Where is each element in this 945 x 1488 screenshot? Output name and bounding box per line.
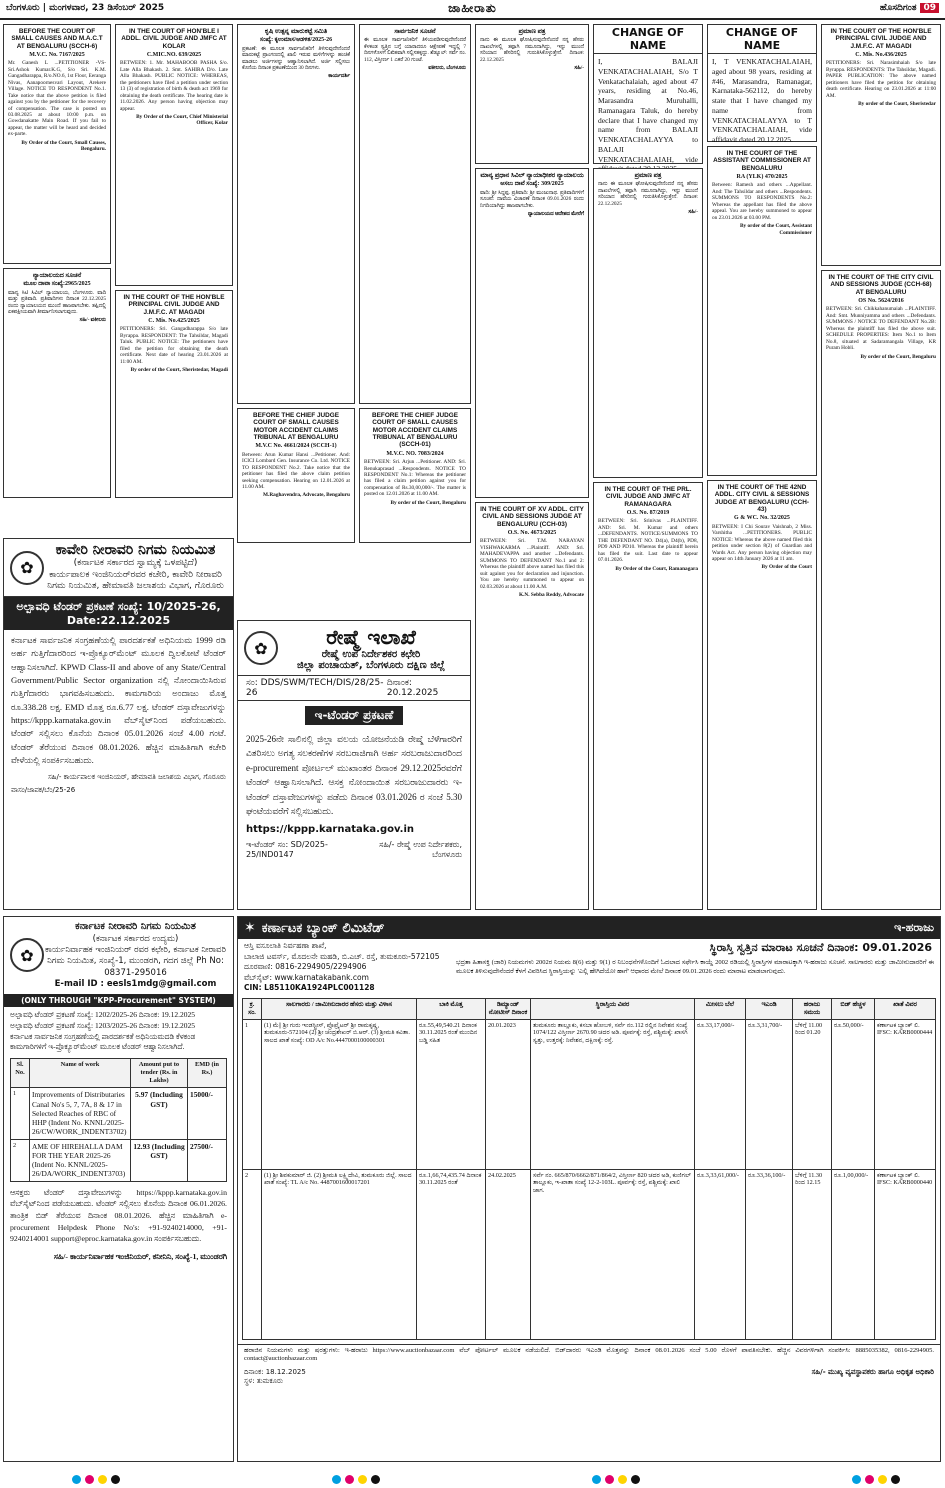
cyan-dot <box>852 1475 861 1484</box>
cell: 2 <box>11 1139 30 1181</box>
cell: 2 <box>243 1169 262 1339</box>
cell: ರೂ.1,00,000/- <box>832 1169 875 1339</box>
city-civil-court-notice <box>821 270 941 910</box>
notice-signature: By order of the Court, Bengaluru <box>860 353 936 360</box>
col-header: Sl. No. <box>11 1059 30 1088</box>
notice-case-no: OS No. 5624/2016 <box>858 298 904 305</box>
notice-body: BETWEEN: Sri. Arjun ...Petitioner. AND: Sri. Renukaprasad ...Respondents. NOTICE TO RESPONDENT No.1: Whereas the petitioner has filed a claim petition against you for compensation of Rs.30,00,000/-. The matter is posted on 12.01.2026 at 11.00 AM. <box>364 459 466 498</box>
notice-case-no: RA (YLK) 470/2025 <box>736 174 788 181</box>
tender-intro: ಕರ್ನಾಟಕ ಸಾರ್ವಜನಿಕ ಸಂಗ್ರಹಣೆಯಲ್ಲಿ ಪಾರದರ್ಶಕತೆ ಅಧಿನಿಯಮದಡಿ ಕೆಳಕಂಡ ಕಾಮಗಾರಿಗಳಿಗೆ ಇ-ಪ್ರೊಕ್ಯೂರ್‌ಮೆಂಟ್ ಮೂಲಕ ಟೆಂಡರ್ ಆಹ್ವಾನಿಸಲಾಗಿದೆ. <box>10 1031 196 1052</box>
notice-body: Between: Ramesh and others ...Appellant. And: The Tahsildar and others ...Respondents. SUMMONS TO RESPONDENTS No.2: Whereas the appellant has filed the above appeal. You are hereby summoned to appear on 23.01.2026 at 03.00 PM. <box>712 182 812 221</box>
notice-place: ಸ್ಥಳ: ತುಮಕೂರು <box>244 1377 283 1386</box>
notice-title: CHANGE OF NAME <box>594 25 702 54</box>
ad-titles <box>44 920 227 991</box>
cell: ರೂ.3,33,61,000/- <box>695 1169 746 1339</box>
notice-body: BETWEEN: Sri. Chikkahanumaiah ...PLAINTIFF. And: Smt. Munniyamma and others ...Defendants. SUMMONS / NOTICE TO DEFENDANT No.2B: Whereas the plaintiff has filed the above suit. SCHEDULE PROPERTIES: Item No.1 to Item No.8, situated at Sadaramangala Village, KR Puram Hobli. <box>826 306 936 352</box>
notice-body: ನಾನು ಈ ಮೂಲಕ ಘೋಷಿಸುವುದೇನೆಂದರೆ ನನ್ನ ಹೆಸರು ದಾಖಲೆಗಳಲ್ಲಿ ತಪ್ಪಾಗಿ ನಮೂದಾಗಿದ್ದು, ಇನ್ನು ಮುಂದೆ ಸರಿಯಾದ ಹೆಸರಿನಲ್ಲಿ ಗುರುತಿಸಿಕೊಳ್ಳುತ್ತೇನೆ. ದಿನಾಂಕ: 22.12.2025 <box>480 37 584 63</box>
tender-line-1: ಅಲ್ಪಾವಧಿ ಟೆಂಡರ್ ಪ್ರಕಟಣೆ ಸಂಖ್ಯೆ: 1202/2025-26 ದಿನಾಂಕ: 19.12.2025 <box>10 1009 195 1019</box>
notice-title: ಪ್ರಮಾಣ ಪತ್ರ <box>634 172 662 179</box>
yellow-dot <box>358 1475 367 1484</box>
ad-title: ಕಾವೇರಿ ನೀರಾವರಿ ನಿಗಮ ನಿಯಮಿತ <box>55 542 216 558</box>
court-notice-a2 <box>3 268 111 498</box>
yellow-dot <box>98 1475 107 1484</box>
ad-email: E-mail ID : eesls1mdg@gmail.com <box>54 979 217 990</box>
notice-signature: By order of the Court, Bengaluru <box>390 499 466 506</box>
notice-case-no: O.S. No. 87/2019 <box>626 510 670 517</box>
tender-url: https://kppp.karnataka.gov.in <box>246 824 415 836</box>
notice-body: Mr. Ganesh L ...PETITIONER -VS- Sri.Ashok Kumar.K.G, S/o Sri. K.M. Gangadharappa, R/o.NO.6, 1st Floor, Eeranga Nivas, Aanapoornesvari Layout, Arekere Village. NOTICE TO RESPONDENT No.1. Take notice that the above petition is filed against you by the petitioner for the recovery of compensation. The case is posted on 03.08.2025 at about 10:00 p.m. on Gowdanakatte Main Road. If you fail to appear, the matter will be heard and decided ex-parte. <box>8 60 106 138</box>
col-header: Name of work <box>30 1059 131 1088</box>
bank-subheader <box>238 939 940 996</box>
col-header: ಬಿಡ್ ಹೆಚ್ಚಳ <box>832 998 875 1019</box>
sale-intro: ಭದ್ರತಾ ಹಿತಾಸಕ್ತಿ (ಜಾರಿ) ನಿಯಮಗಳು 2002ರ ನಿಯಮ 8(6) ಮತ್ತು 9(1) ರ ನಿಬಂಧನೆಗಳೊಂದಿಗೆ ಓದಲಾದ ಸರ್ಫೇಸಿ ಕಾಯ್ದೆ 2002 ರಡಿಯಲ್ಲಿ ಸ್ಥಿರಾಸ್ತಿಗಳ ಮಾರಾಟಕ್ಕಾಗಿ ಇ-ಹರಾಜು ಸೂಚನೆ. ಸಾಲಗಾರರು ಮತ್ತು ಜಾಮೀನುದಾರರಿಗೆ ಈ ಮೂಲಕ ತಿಳಿಸುವುದೇನೆಂದರೆ ಕೆಳಗೆ ವಿವರಿಸಿದ ಸ್ಥಿರಾಸ್ತಿಯನ್ನು 'ಎಲ್ಲಿ ಹೇಗಿದೆಯೋ ಹಾಗೆ' ಆಧಾರದ ಮೇಲೆ ದಿನಾಂಕ 09.01.2026 ರಂದು ಮಾರಾಟ ಮಾಡಲಾಗುವುದು. <box>456 959 934 975</box>
bank-footer <box>238 1366 940 1388</box>
procurement-strip: (ONLY THROUGH "KPP-Procurement" SYSTEM) <box>4 994 233 1007</box>
govt-emblem-icon: ✿ <box>10 938 44 972</box>
ad-ref-row <box>238 675 470 701</box>
notice-case-no: M.V.C No. 4661/2024 (SCCH-1) <box>255 443 337 450</box>
notice-title: IN THE COURT OF HON'BLE I ADDL. CIVIL JUDGE AND JMFC AT KOLAR <box>121 28 227 50</box>
cell: 15000/- <box>188 1088 227 1139</box>
court-notice-b1 <box>115 24 233 286</box>
table-row <box>243 1169 936 1339</box>
cyan-dot <box>592 1475 601 1484</box>
notice-title: IN THE COURT OF THE CITY CIVIL AND SESSIONS JUDGE (CCH-68) AT BENGALURU <box>828 274 934 296</box>
guardian-wards-notice <box>707 480 817 910</box>
affidavit-notice <box>475 24 589 164</box>
civil-court-notice-e3 <box>475 502 589 910</box>
public-notice-f2 <box>593 168 703 478</box>
cell: ಕರ್ಣಾಟಕ ಬ್ಯಾಂಕ್ ಲಿ. IFSC: KARB0000440 <box>875 1169 936 1339</box>
court-notice-b2 <box>115 290 233 498</box>
ad-signature: ಸಹಿ/- ರೇಷ್ಮೆ ಉಪ ನಿರ್ದೇಶಕರು, ಬೆಂಗಳೂರು <box>379 840 462 860</box>
cyan-dot <box>72 1475 81 1484</box>
notice-case-no: O.S. No. 4673/2025 <box>507 530 557 537</box>
cyan-dot <box>332 1475 341 1484</box>
col-header: ಬಾಕಿ ಮೊತ್ತ <box>417 998 486 1019</box>
col-header: Amount put to tender (Rs. in Lakhs) <box>131 1059 188 1088</box>
notice-title: IN THE COURT OF THE HON'BLE PRINCIPAL CIVIL JUDGE AND J.M.F.C. AT MAGADI <box>123 294 225 316</box>
ad-titles <box>278 625 464 671</box>
yellow-dot <box>878 1475 887 1484</box>
notice-title: IN THE COURT OF THE ASSISTANT COMMISSIONER AT BENGALURU <box>713 150 811 172</box>
notice-title: IN THE COURT OF XV ADDL. CITY CIVIL AND SESSIONS JUDGE AT BENGALURU (CCH-03) <box>480 506 584 528</box>
notice-body: ಮಾನ್ಯ ಸಿಟಿ ಸಿವಿಲ್ ನ್ಯಾಯಾಲಯ, ಬೆಂಗಳೂರು. ವಾದಿ ಮತ್ತು ಪ್ರತಿವಾದಿ. ಪ್ರತಿವಾದಿಗಳು ದಿನಾಂಕ 22.12.2025 ರಂದು ನ್ಯಾಯಾಲಯದ ಮುಂದೆ ಹಾಜರಾಗಬೇಕು. ತಪ್ಪಿದಲ್ಲಿ ಏಕಪಕ್ಷೀಯವಾಗಿ ತೀರ್ಮಾನಿಸಲಾಗುವುದು. <box>8 289 106 316</box>
ad-subtitle: (ಕರ್ನಾಟಕ ಸರ್ಕಾರದ ಉದ್ಯಮ) <box>92 933 179 944</box>
tender-table <box>10 1058 227 1181</box>
market-committee-notice <box>237 24 355 404</box>
notice-date: ದಿನಾಂಕ: 18.12.2025 <box>244 1368 306 1377</box>
cell: 24.02.2025 <box>486 1169 531 1339</box>
bank-logo-icon: ✶ <box>244 920 256 936</box>
notice-body: PETITIONERS: Sri. Narasimhaiah S/o late Byrappa. RESPONDENTS: The Tahsildar, Magadi. PAPER PUBLICATION: The above named petitioners have filed the petition for obtaining death certificate. Hearing on 23.01.2026 at 11:00 AM. <box>826 60 936 99</box>
notice-title: IN THE COURT OF THE PRL. CIVIL JUDGE AND JMFC AT RAMANAGARA <box>604 486 692 508</box>
cauvery-tender-ad <box>3 538 234 910</box>
notice-title: ಮಾನ್ಯ ಪ್ರಧಾನ ಸಿವಿಲ್ ನ್ಯಾಯಾಧೀಶರ ನ್ಯಾಯಾಲಯ <box>480 172 584 179</box>
auction-label: ಇ-ಹರಾಜು <box>894 921 934 934</box>
black-dot <box>371 1475 380 1484</box>
notice-signature: ನ್ಯಾಯಾಲಯದ ಆದೇಶದ ಮೇರೆಗೆ <box>527 211 584 218</box>
cell: ರೂ.55,49,540.21 ದಿನಾಂಕ 30.11.2025 ರಂತೆ ಮುಂದಿನ ಬಡ್ಡಿ ಸಹಿತ <box>417 1019 486 1169</box>
auction-terms: ಹರಾಜಿನ ನಿಯಮಗಳು ಮತ್ತು ಷರತ್ತುಗಳು: ಇ-ಹರಾಜು https://www.auctionbazaar.com ವೆಬ್ ಪೋರ್ಟಲ್ ಮೂಲಕ ನಡೆಯಲಿದೆ. ಬಿಡ್‌ದಾರರು ಇಎಂಡಿ ಮೊತ್ತವನ್ನು ದಿನಾಂಕ 08.01.2026 ಸಂಜೆ 5.00 ರೊಳಗೆ ಪಾವತಿಸಬೇಕು. ಹೆಚ್ಚಿನ ವಿವರಗಳಿಗಾಗಿ ಸಂಪರ್ಕಿಸಿ: 8885035382, 0816-2294905. contact@auctionbazaar.com <box>238 1344 940 1367</box>
ad-subtitle: (ಕರ್ನಾಟಕ ಸರ್ಕಾರದ ಸ್ವಾಮ್ಯಕ್ಕೆ ಒಳಪಟ್ಟಿದೆ) <box>73 558 198 568</box>
cell: ಸರ್ವೆ ನಂ. 665/870/6662/871/864/2, ವಿಸ್ತೀರ್ಣ 820 ಚದರ ಅಡಿ, ಕುಣಿಗಲ್ ತಾಲ್ಲೂಕು, ಇ-ಖಾತಾ ಸಂಖ್ಯೆ 12-2-103L. ಪೂರ್ವಕ್ಕೆ: ರಸ್ತೆ, ಪಶ್ಚಿಮಕ್ಕೆ: ಖಾಲಿ ಜಾಗ. <box>531 1169 695 1339</box>
cell: ತುಮಕೂರು ತಾಲ್ಲೂಕು, ಕಸಬಾ ಹೋಬಳಿ, ಸರ್ವೆ ನಂ.112 ರಲ್ಲಿನ ನಿವೇಶನ ಸಂಖ್ಯೆ 1074/122 ವಿಸ್ತೀರ್ಣ 2670.90 ಚದರ ಅಡಿ. ಪೂರ್ವಕ್ಕೆ: ರಸ್ತೆ, ಪಶ್ಚಿಮಕ್ಕೆ: ಖಾಸಗಿ ಸ್ವತ್ತು, ಉತ್ತರಕ್ಕೆ: ನಿವೇಶನ, ದಕ್ಷಿಣಕ್ಕೆ: ರಸ್ತೆ. <box>531 1019 695 1169</box>
knnl-tender-ad <box>3 916 234 1462</box>
magenta-dot <box>345 1475 354 1484</box>
etender-no: ಇ-ಟೆಂಡರ್ ಸಂ: SD/2025-25/IND0147 <box>246 840 328 860</box>
color-dots-mid <box>330 1469 382 1488</box>
ad-title: ರೇಷ್ಮೆ ಇಲಾಖೆ <box>326 625 416 649</box>
black-dot <box>631 1475 640 1484</box>
auction-table-wrap <box>238 996 940 1342</box>
magenta-dot <box>865 1475 874 1484</box>
magenta-dot <box>85 1475 94 1484</box>
address-line: ಆಸ್ತಿ ವಸೂಲಾತಿ ನಿರ್ವಹಣಾ ಶಾಖೆ, <box>244 941 327 950</box>
cell: 12.93 (Including GST) <box>131 1139 188 1181</box>
court-notice-a1 <box>3 24 111 264</box>
bank-header <box>238 917 940 939</box>
notice-title: ನ್ಯಾಯಾಲಯದ ಸೂಚನೆ <box>32 272 82 279</box>
table-row <box>11 1088 227 1139</box>
auction-title-block <box>450 939 940 996</box>
civil-court-notice-e2 <box>475 168 589 498</box>
notice-signature: ಸಹಿ/- <box>574 65 584 72</box>
notice-title: IN THE COURT OF THE HON'BLE PRINCIPAL CIVIL JUDGE AND J.M.F.C. AT MAGADI <box>830 28 932 50</box>
authorised-officer-signature: ಸಹಿ/- ಮುಖ್ಯ ವ್ಯವಸ್ಥಾಪಕರು ಹಾಗೂ ಅಧಿಕೃತ ಅಧಿಕಾರಿ <box>811 1368 934 1377</box>
ad-titles <box>44 542 227 593</box>
notice-case-no: C. Mis. No.425/2025 <box>148 318 200 325</box>
notice-title: IN THE COURT OF THE 42ND ADDL. CITY CIVIL & SESSIONS JUDGE AT BENGALURU (CCH-43) <box>714 484 810 514</box>
notice-body: ನಾನು ಈ ಮೂಲಕ ಘೋಷಿಸುವುದೇನೆಂದರೆ ನನ್ನ ಹೆಸರು ದಾಖಲೆಗಳಲ್ಲಿ ತಪ್ಪಾಗಿ ನಮೂದಾಗಿದ್ದು, ಇನ್ನು ಮುಂದೆ ಸರಿಯಾದ ಹೆಸರಿನಲ್ಲಿ ಗುರುತಿಸಿಕೊಳ್ಳುತ್ತೇನೆ. ದಿನಾಂಕ: 22.12.2025 <box>598 181 698 207</box>
cell: Improvements of Distributaries Canal No's 5, 7, 7A, 8 & 17 in Selected Reaches of RBC of HHP (Indent No. KNNL/2025-26/CW/WORK_INDENT3702) <box>30 1088 131 1139</box>
col-header: ಡಿಮ್ಯಾಂಡ್ ನೋಟೀಸ್ ದಿನಾಂಕ <box>486 998 531 1019</box>
cell: ಬೆಳಿಗ್ಗೆ 11.00 ರಿಂದ 01.20 <box>793 1019 832 1169</box>
notice-case-no: G & WC. No. 32/2025 <box>734 515 790 522</box>
col-header: EMD (in Rs.) <box>188 1059 227 1088</box>
notice-title: ಸಾರ್ವಜನಿಕ ಸೂಚನೆ <box>394 28 436 35</box>
change-of-name-2 <box>707 24 817 142</box>
ad-office: ಕಾರ್ಯನಿರ್ವಾಹಕ ಇಂಜಿನಿಯರ್ ರವರ ಕಛೇರಿ, ಕರ್ನಾಟಕ ನೀರಾವರಿ ನಿಗಮ ನಿಯಮಿತ, ಸಂಖ್ಯೆ-1, ಮುಂಡರಗಿ, ಗದಗ ಜಿಲ್ಲೆ Ph No: 08371-295016 <box>45 944 226 978</box>
page-number: 09 <box>920 3 939 13</box>
notice-signature: By Order of the Court, Chief Ministerial Officer, Kolar <box>136 114 228 127</box>
tender-numbers <box>4 1007 233 1057</box>
place-date <box>244 1368 306 1386</box>
cell: ಕರ್ಣಾಟಕ ಬ್ಯಾಂಕ್ ಲಿ. IFSC: KARB0000444 <box>875 1019 936 1169</box>
cell: (1) ಮೆ|| ಶ್ರೀ ಗುರು ಇಂಡಸ್ಟ್ರೀಸ್, ಪ್ರೊಪ್ರೈಟರ್ ಶ್ರೀ ರಾಮಕೃಷ್ಣ, ತುಮಕೂರು-572104 (2) ಶ್ರೀ ಚಂದ್ರಶೇಖರ್ ಬಿ.ಆರ್. (3) ಶ್ರೀಮತಿ ಕವಿತಾ. ಸಾಲದ ಖಾತೆ ಸಂಖ್ಯೆ: OD A/c No.4447000100000301 <box>262 1019 417 1169</box>
cell: ರೂ.50,000/- <box>832 1019 875 1169</box>
notice-case-no: M.V.C. No. 7167/2025 <box>29 52 85 59</box>
govt-emblem-icon: ✿ <box>10 551 44 585</box>
col-header: ಮೀಸಲು ಬೆಲೆ <box>695 998 746 1019</box>
table-row <box>243 1019 936 1169</box>
bank-address <box>238 939 450 996</box>
header-date: ಬೆಂಗಳೂರು | ಮಂಗಳವಾರ, 23 ಡಿಸೆಂಬರ್ 2025 <box>6 3 165 13</box>
notice-body: BETWEEN: 1. Mr. MAHABOOB PASHA S/o. Late Alla Bhakash. 2. Smt. SAHIRA D/o. Late Alla Bhakash. PUBLIC NOTICE: WHEREAS, the petitioners have filed a petition under section 13 (3) of registration of birth & death act 1969 for obtaining the death certificate. The hearing date is 11.02.2026. Any person having objection may appear. <box>120 60 228 112</box>
tender-body: ಕರ್ನಾಟಕ ಸಾರ್ವಜನಿಕ ಸಂಗ್ರಹಣೆಯಲ್ಲಿ ಪಾರದರ್ಶಕತೆ ಅಧಿನಿಯಮ 1999 ರಡಿ ಅರ್ಹ ಗುತ್ತಿಗೆದಾರರಿಂದ ಇ-ಪ್ರೊಕ್ಯೂರ್‌ಮೆಂಟ್ ಮೂಲಕ ದ್ವಿಲಕೋಟೆ ಟೆಂಡರ್ ಆಹ್ವಾನಿಸಲಾಗಿದೆ. KPWD Class-II and above of any State/Central Government/Public Sector organization ನಲ್ಲಿ ನೋಂದಾಯಿಸಿರುವ ಗುತ್ತಿಗೆದಾರರು ಭಾಗವಹಿಸಬಹುದು. ಕಾಮಗಾರಿಯ ಅಂದಾಜು ಮೊತ್ತ ರೂ.338.28 ಲಕ್ಷ. EMD ಮೊತ್ತ ರೂ.6.77 ಲಕ್ಷ. ಟೆಂಡರ್ ದಸ್ತಾವೇಜುಗಳನ್ನು https://kppp.karnataka.gov.in ವೆಬ್‌ಸೈಟ್‌ನಿಂದ ಪಡೆಯಬಹುದು. ಟೆಂಡರ್ ಸಲ್ಲಿಸಲು ಕೊನೆಯ ದಿನಾಂಕ 05.01.2026 ಸಂಜೆ 4.00 ಗಂಟೆ. ಟೆಂಡರ್ ತೆರೆಯುವ ದಿನಾಂಕ 08.01.2026. ಹೆಚ್ಚಿನ ಮಾಹಿತಿಗಾಗಿ ಕಚೇರಿ ವೇಳೆಯಲ್ಲಿ ಸಂಪರ್ಕಿಸಬಹುದು. <box>11 635 226 765</box>
bank-cin: CIN: L85110KA1924PLC001128 <box>244 983 375 992</box>
yellow-dot <box>618 1475 627 1484</box>
change-of-name-1 <box>593 24 703 164</box>
notice-signature: By Order of the Court <box>761 564 812 571</box>
ref-date: ದಿನಾಂಕ: 20.12.2025 <box>386 678 439 698</box>
cell: 5.97 (Including GST) <box>131 1088 188 1139</box>
bank-name: ಕರ್ಣಾಟಕ ಬ್ಯಾಂಕ್ ಲಿಮಿಟೆಡ್ <box>261 920 385 936</box>
notice-case-no: M.V.C. NO. 7083/2024 <box>386 450 444 457</box>
cell: ರೂ.33,17,000/- <box>695 1019 746 1169</box>
notice-body: BETWEEN: I Chi Sourav Vaishnab, 2 Miss. Varshitha ...PETITIONERS. PUBLIC NOTICE: Whereas the above named filed this petition under section 8(2) of Guardian and Wards Act. Any person having objection may appear on 14th January 2026 at 11 am. <box>712 523 812 563</box>
ad-office: ಜಿಲ್ಲಾ ಪಂಚಾಯತ್, ಬೆಂಗಳೂರು ದಕ್ಷಿಣ ಜಿಲ್ಲೆ <box>296 660 445 671</box>
ad-header <box>4 539 233 597</box>
notice-title: BEFORE THE CHIEF JUDGE COURT OF SMALL CAUSES MOTOR ACCIDENT CLAIMS TRIBUNAL AT BENGALURU (SCCH-01) <box>372 412 458 449</box>
sale-notice-title: ಸ್ಥಿರಾಸ್ತಿ ಸ್ವತ್ತಿನ ಮಾರಾಟ ಸೂಚನೆ ದಿನಾಂಕ: 09.01.2026 <box>709 941 932 954</box>
tender-number: ಅಲ್ಪಾವಧಿ ಟೆಂಡರ್ ಪ್ರಕಟಣೆ ಸಂಖ್ಯೆ: 10/2025-26, Date:22.12.2025 <box>4 597 233 630</box>
notice-body: ಈ ಮೂಲಕ ಸಾರ್ವಜನಿಕರಿಗೆ ತಿಳಿಯಪಡಿಸುವುದೇನೆಂದರೆ ಕೆಳಕಂಡ ಸ್ವತ್ತಿನ ಬಗ್ಗೆ ಯಾರಾದರೂ ಆಕ್ಷೇಪಣೆ ಇದ್ದಲ್ಲಿ 7 ದಿನಗಳೊಳಗೆ ಲಿಖಿತವಾಗಿ ಸಲ್ಲಿಸತಕ್ಕದ್ದು. ಶೆಡ್ಯೂಲ್: ಸರ್ವೆ ನಂ. 112, ವಿಸ್ತೀರ್ಣ 1 ಎಕರೆ 20 ಗುಂಟೆ. <box>364 37 466 63</box>
notice-title: BEFORE THE CHIEF JUDGE COURT OF SMALL CAUSES MOTOR ACCIDENT CLAIMS TRIBUNAL AT BENGALURU <box>253 412 339 442</box>
notice-title: CHANGE OF NAME <box>708 25 816 54</box>
tender-label-wrap <box>238 701 470 728</box>
notice-signature: By order of the Court, Assistant Commissioner <box>740 223 812 236</box>
tender-table-wrap <box>4 1056 233 1183</box>
notice-body: ವಾದಿ: ಶ್ರೀ ಸಿದ್ದಪ್ಪ. ಪ್ರತಿವಾದಿ: ಶ್ರೀ ಮಂಜುನಾಥ. ಪ್ರತಿವಾದಿಗಳಿಗೆ ಸೂಚನೆ: ದಾವೆಯ ವಿಚಾರಣೆ ದಿನಾಂಕ 09.01.2026 ರಂದು ನಿಗದಿಯಾಗಿದ್ದು ಹಾಜರಾಗಬೇಕು. <box>480 189 584 209</box>
col-header: ಸ್ಥಿರಾಸ್ತಿಯ ವಿವರ <box>531 998 695 1019</box>
notice-case-no: C.MIC.NO. 639/2025 <box>146 52 202 59</box>
magadi-court-notice <box>821 24 941 266</box>
notice-body: Between: Arun Kumar Hansi ...Petitioner. And: ICICI Lombard Gen. Insurance Co. Ltd. NOTICE TO RESPONDENT No.2. Take notice that the petitioner has filed the above claim petition seeking compensation. Hearing on 12.01.2026 at 11.00 AM. <box>242 451 350 491</box>
black-dot <box>111 1475 120 1484</box>
ad-title: ಕರ್ನಾಟಕ ನೀರಾವರಿ ನಿಗಮ ನಿಯಮಿತ <box>75 921 196 932</box>
print-color-marks <box>0 1466 945 1481</box>
col-header: ಕ್ರ. ಸಂ. <box>243 998 262 1019</box>
notice-signature: By Order of the Court, Small Causes, Bengaluru. <box>21 139 106 153</box>
court-notice-f3 <box>593 482 703 910</box>
cell: 1 <box>11 1088 30 1139</box>
page-header <box>0 0 945 20</box>
cell: 20.01.2023 <box>486 1019 531 1169</box>
cell: ರೂ.33,36,100/- <box>746 1169 793 1339</box>
col-header: ಸಾಲಗಾರರು / ಜಾಮೀನುದಾರರ ಹೆಸರು ಮತ್ತು ವಿಳಾಸ <box>262 998 417 1019</box>
tender-body: ಆಸಕ್ತರು ಟೆಂಡರ್ ದಸ್ತಾವೇಜುಗಳನ್ನು https://kppp.karnataka.gov.in ವೆಬ್‌ಸೈಟ್‌ನಿಂದ ಪಡೆಯಬಹುದು. ಟೆಂಡರ್ ಸಲ್ಲಿಸಲು ಕೊನೆಯ ದಿನಾಂಕ 06.01.2026. ತಾಂತ್ರಿಕ ಬಿಡ್ ತೆರೆಯುವ ದಿನಾಂಕ 08.01.2026. ಹೆಚ್ಚಿನ ಮಾಹಿತಿಗಾಗಿ e-procurement Helpdesk Phone No's: +91-9240214000, +91-9240214001 support@eproc.karnataka.gov.in ಸಂಪರ್ಕಿಸಬಹುದು. <box>10 1187 227 1244</box>
notice-body: I, T VENKATACHALAIAH, aged about 98 years, residing at #46, Marasandra, Ramanagar, Karnataka-562112, do hereby state that I have changed my name from VENKATACHALAYYA to T VENKATACHALAIAH, vide affidavit dated 20.12.2025. <box>712 57 812 144</box>
notice-body: I, BALAJI VENKATACHALAIAH, S/o T Venkatachalaiah, aged about 47 years, residing at No.46, Marasandra Muruhalli, Ramanagara Taluk, do hereby declare that I have changed my name from BALAJI VENKATACHALAYYA to BALAJI VENKATACHALAIAH, vide <box>598 57 698 164</box>
col-header: ಇಎಂಡಿ <box>746 998 793 1019</box>
tender-label: ಇ-ಟೆಂಡರ್ ಪ್ರಕಟಣೆ <box>305 706 404 725</box>
ad-header <box>238 621 470 675</box>
tender-line-2: ಅಲ್ಪಾವಧಿ ಟೆಂಡರ್ ಪ್ರಕಟಣೆ ಸಂಖ್ಯೆ: 1203/2025-26 ದಿನಾಂಕ: 19.12.2025 <box>10 1020 195 1030</box>
cell: 1 <box>243 1019 262 1169</box>
notice-signature: By Order of the Court, Ramanagara <box>615 565 698 572</box>
cell: (1) ಶ್ರೀ ಶಿವಕುಮಾರ್ ಜಿ. (2) ಶ್ರೀಮತಿ ಲಕ್ಷ್ಮಿದೇವಿ, ತುಮಕೂರು ಜಿಲ್ಲೆ. ಸಾಲದ ಖಾತೆ ಸಂಖ್ಯೆ: TL A/c No. 4487001600017201 <box>262 1169 417 1339</box>
ad-subtitle: ರೇಷ್ಮೆ ಉಪ ನಿರ್ದೇಶಕರ ಕಛೇರಿ <box>321 649 421 660</box>
notice-case-no: ಸಂಖ್ಯೆ: ಕೃಉಮಾಸ/ಆಡಳಿತ/2025-26 <box>259 37 333 44</box>
tender-signature: ಸಹಿ/- ಕಾರ್ಯಪಾಲಕ ಇಂಜಿನಿಯರ್, ಹೇಮಾವತಿ ಜಲಾಶಯ ವಿಭಾಗ, ಗೊರೂರು <box>47 773 226 782</box>
ad-footer <box>238 837 470 863</box>
cell: ಬೆಳಿಗ್ಗೆ 11.30 ರಿಂದ 12.15 <box>793 1169 832 1339</box>
color-dots-right <box>590 1469 642 1488</box>
govt-emblem-icon: ✿ <box>244 631 278 665</box>
cell: ರೂ.3,31,700/- <box>746 1019 793 1169</box>
court-notice-c2 <box>237 408 355 543</box>
assistant-commissioner-notice <box>707 146 817 476</box>
court-notice-d2 <box>359 408 471 543</box>
notice-signature: ವಕೀಲರು, ಬೆಂಗಳೂರು <box>428 65 466 72</box>
notice-signature: K.N. Sebba Reddy, Advocate <box>518 592 584 599</box>
magenta-dot <box>605 1475 614 1484</box>
sericulture-etender-ad <box>237 620 471 910</box>
tender-signature: ಸಹಿ/- ಕಾರ್ಯನಿರ್ವಾಹಕ ಇಂಜಿನಿಯರ್, ಕನೀನಿನಿ, ಸಂಖ್ಯೆ-1, ಮುಂಡರಗಿ <box>53 1252 227 1262</box>
notice-case-no: ಅಸಲು ದಾವೆ ಸಂಖ್ಯೆ: 309/2025 <box>500 181 564 188</box>
notice-title: ಪ್ರಮಾಣ ಪತ್ರ <box>518 28 546 35</box>
notice-signature: ಸಹಿ/- ವಕೀಲರು <box>79 317 106 324</box>
notice-signature: By order of the Court, Sheristedar <box>858 101 936 108</box>
notice-signature: By order of the Court, Sheristedar, Magadi <box>130 367 228 374</box>
notice-body: PETITIONERS: Sri. Gangadharappa S/o late Byrappa. RESPONDENT: The Tahsildar, Magadi Taluk. PUBLIC NOTICE: The petitioners have filed the petition for obtaining the death certificate. Next date of hearing 23.01.2026 at 11:00 AM. <box>120 326 228 365</box>
notice-signature: ಸಹಿ/- <box>688 209 698 216</box>
cell: ರೂ.1,66,74,435.74 ದಿನಾಂಕ 30.11.2025 ರಂತೆ <box>417 1169 486 1339</box>
tender-body: 2025-26ನೇ ಸಾಲಿನಲ್ಲಿ ಜಿಲ್ಲಾ ವಲಯ ಯೋಜನೆಯಡಿ ರೇಷ್ಮೆ ಬೆಳೆಗಾರರಿಗೆ ವಿತರಿಸಲು ಅಗತ್ಯ ಸಲಕರಣೆಗಳ ಸರಬರಾಜಿಗಾಗಿ ಅರ್ಹ ಸರಬರಾಜುದಾರರಿಂದ e-procurement ಪೋರ್ಟಲ್ ಮುಖಾಂತರ ದಿನಾಂಕ 29.12.2025ರವರೆಗೆ ಟೆಂಡರ್ ಆಹ್ವಾನಿಸಲಾಗಿದೆ. ಆಸಕ್ತ ನೋಂದಾಯಿತ ಸರಬರಾಜುದಾರರು ಇ-ಟೆಂಡರ್ ದಸ್ತಾವೇಜುಗಳನ್ನು ಪಡೆದು ದಿನಾಂಕ 03.01.2026 ರ ಸಂಜೆ 5.30 ಘಂಟೆಯವರೆಗೆ ಸಲ್ಲಿಸಬಹುದು. <box>246 734 462 816</box>
ad-office: ಕಾರ್ಯಪಾಲಕ ಇಂಜಿನಿಯರ್‌ರವರ ಕಚೇರಿ, ಕಾವೇರಿ ನೀರಾವರಿ ನಿಗಮ ನಿಯಮಿತ, ಹೇಮಾವತಿ ಜಲಾಶಯ ವಿಭಾಗ, ಗೊರೂರು <box>47 569 224 592</box>
auction-table <box>242 998 936 1340</box>
paper-name: ಹೊಸದಿಗಂತ <box>879 3 917 13</box>
tender-ref: ವಾಸಂ/ಜಾಪಕ/ಬೆಂ/25-26 <box>11 786 76 795</box>
bank-website: ವೆಬ್‌ಸೈಟ್: www.karnatakabank.com <box>244 972 369 982</box>
header-paper-name <box>880 3 939 13</box>
bank-phone: ದೂರವಾಣಿ: 0816-2294905/2294906 <box>244 962 367 971</box>
notice-case-no: ಮೂಲ ದಾವಾ ಸಂಖ್ಯೆ:2965/2025 <box>23 281 91 288</box>
cell: 27500/- <box>188 1139 227 1181</box>
cell: AME OF HIREHALLA DAM FOR THE YEAR 2025-26 (Indent No. KNNL/2025-26/DA/WORK_INDENT3703) <box>30 1139 131 1181</box>
karnataka-bank-auction-ad <box>237 916 941 1462</box>
ref-number: ಸಂ: DDS/SWM/TECH/DIS/28/25-26 <box>246 678 384 698</box>
ad-header <box>4 917 233 994</box>
public-notice-d1 <box>359 24 471 404</box>
notice-title: BEFORE THE COURT OF SMALL CAUSES AND M.A.C.T AT BENGALURU (SCCH-6) <box>11 28 103 50</box>
col-header: ಹರಾಜು ಸಮಯ <box>793 998 832 1019</box>
notice-signature: M.Raghavendra, Advocate, Bengaluru <box>263 492 350 499</box>
notice-title: ಕೃಷಿ ಉತ್ಪನ್ನ ಮಾರುಕಟ್ಟೆ ಸಮಿತಿ <box>264 28 328 35</box>
notice-signature: ಕಾರ್ಯದರ್ಶಿ <box>328 73 350 80</box>
table-row <box>11 1139 227 1181</box>
color-dots-left <box>70 1469 122 1488</box>
col-header: ಖಾತೆ ವಿವರ <box>875 998 936 1019</box>
header-section-title: ಜಾಹೀರಾತು <box>448 1 497 15</box>
notice-body: BETWEEN: Sri. T.M. NARAYAN VISHWAKARMA ...Plaintiff. AND: Sri. MAHADEVAPPA and another ...Defendants. SUMMONS TO DEFENDANT No.1 and 2: Whereas the plaintiff above named has filed this suit against you for declaration and injunction. You are hereby summoned to appear on 02.03.2026 at about 11.00 A.M. <box>480 538 584 590</box>
notice-case-no: C. Mis. No.436/2025 <box>855 52 907 59</box>
black-dot <box>891 1475 900 1484</box>
color-dots-far-right <box>850 1469 902 1488</box>
notice-body: ಪ್ರಕಟಣೆ: ಈ ಮೂಲಕ ಸಾರ್ವಜನಿಕರಿಗೆ ತಿಳಿಸುವುದೇನೆಂದರೆ ಮಾರುಕಟ್ಟೆ ಪ್ರಾಂಗಣದಲ್ಲಿ ಖಾಲಿ ಇರುವ ಮಳಿಗೆಗಳನ್ನು ಹಂಚಿಕೆ ಮಾಡಲು ಅರ್ಜಿಗಳನ್ನು ಆಹ್ವಾನಿಸಲಾಗಿದೆ. ಅರ್ಜಿ ಸಲ್ಲಿಸಲು ಕೊನೆಯ ದಿನಾಂಕ ಪ್ರಕಟಣೆಯಿಂದ 30 ದಿನಗಳು. <box>242 45 350 72</box>
notice-body: BETWEEN: Sri. Srinivas ...PLAINTIFF. AND: Sri. M. Kumar and others ...DEFENDANTS. NOTICE/SUMMONS TO THE DEFENDANT NO. D4(a), D4(b), PD8, PD9 AND PD10. Whereas the plaintiff herein has filed the suit. Last date to appear 07.01.2026. <box>598 518 698 564</box>
address-line: ಬಾಲಾಜಿ ಟವರ್ಸ್, ಮೊದಲನೇ ಮಹಡಿ, ಬಿ.ಎಚ್. ರಸ್ತೆ, ತುಮಕೂರು-572105 <box>244 951 440 961</box>
